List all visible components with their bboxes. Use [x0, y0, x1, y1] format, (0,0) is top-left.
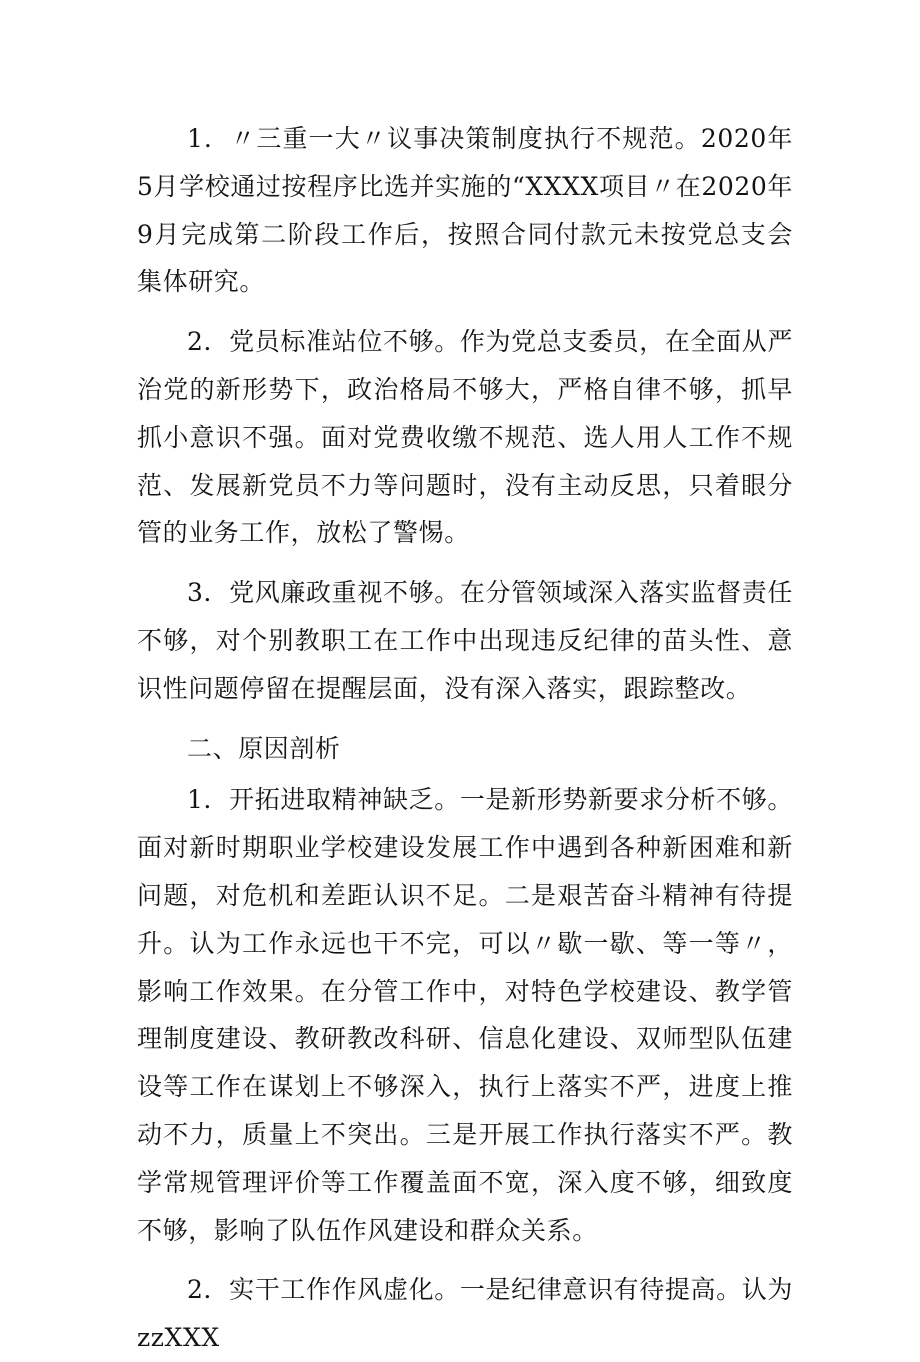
paragraph-2: 2．党员标准站位不够。作为党总支委员，在全面从严治党的新形势下，政治格局不够大，严格自律不够，抓早抓小意识不强。面对党费收缴不规范、选人用人工作不规范、发展新党员不力等问题时，没有主动反思，只着眼分管的业务工作，放松了警惕。 — [137, 327, 793, 548]
section-heading: 二、原因剖析 — [187, 733, 341, 763]
paragraph-1: 1．〃三重一大〃议事决策制度执行不规范。2020年5月学校通过按程序比选并实施的“XXXX项目〃在2020年9月完成第二阶段工作后，按照合同付款元未按党总支会集体研究。 — [137, 124, 793, 297]
document-body — [137, 115, 793, 1362]
paragraph-3: 3．党风廉政重视不够。在分管领域深入落实监督责任不够，对个别教职工在工作中出现违反纪律的苗头性、意识性问题停留在提醒层面，没有深入落实，跟踪整改。 — [137, 578, 793, 703]
paragraph-4: 1．开拓进取精神缺乏。一是新形势新要求分析不够。面对新时期职业学校建设发展工作中遇到各种新困难和新问题，对危机和差距认识不足。二是艰苦奋斗精神有待提升。认为工作永远也干不完，可以〃歇一歇、等一等〃，影响工作效果。在分管工作中，对特色学校建设、教学管理制度建设、教研教改科研、信息化建设、双师型队伍建设等工作在谋划上不够深入，执行上落实不严，进度上推动不力，质量上不突出。三是开展工作执行落实不严。教学常规管理评价等工作覆盖面不宽，深入度不够，细致度不够，影响了队伍作风建设和群众关系。 — [137, 785, 793, 1245]
paragraph-5: 2．实干工作作风虚化。一是纪律意识有待提高。认为zzXXX — [137, 1275, 793, 1353]
